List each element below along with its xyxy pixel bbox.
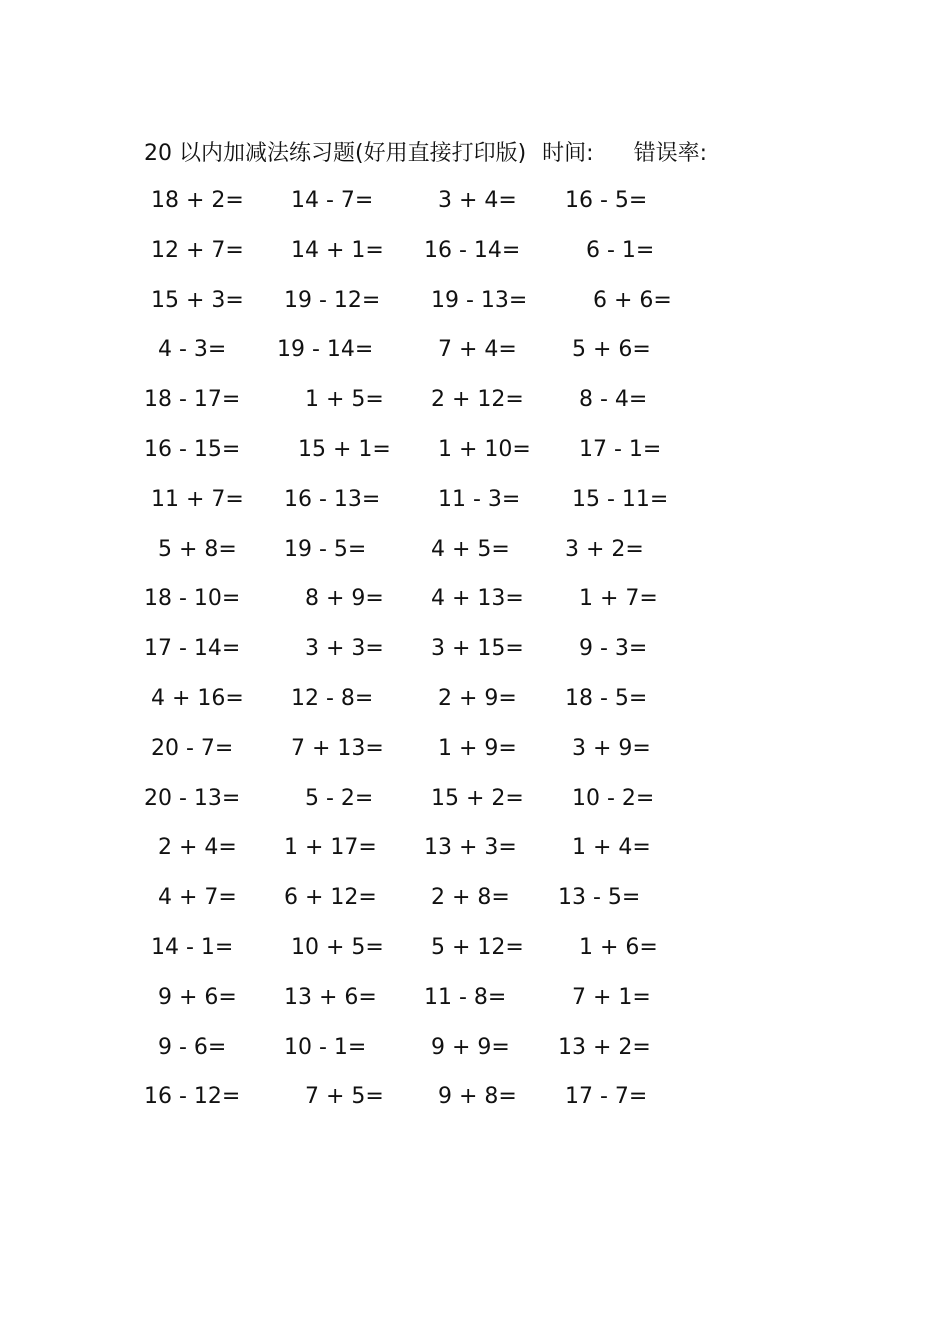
problem: 10 - 1= xyxy=(284,1034,367,1060)
page-title: 20 以内加减法练习题(好用直接打印版) xyxy=(144,140,527,166)
problem: 13 - 5= xyxy=(558,885,641,911)
problem: 7 + 4= xyxy=(438,337,517,363)
problem: 4 + 5= xyxy=(431,536,510,562)
problem: 17 - 7= xyxy=(565,1084,648,1110)
problem: 10 + 5= xyxy=(291,935,384,960)
problem: 15 + 2= xyxy=(431,785,524,811)
problem-row xyxy=(0,629,950,669)
problem: 6 - 1= xyxy=(586,237,655,263)
problem: 3 + 4= xyxy=(438,188,517,213)
problem: 1 + 17= xyxy=(284,835,377,861)
problem-row xyxy=(0,679,950,719)
problem: 11 + 7= xyxy=(151,486,244,512)
problem-row xyxy=(0,430,950,470)
problem: 8 + 9= xyxy=(305,586,384,612)
problem: 7 + 13= xyxy=(291,735,384,761)
problem-row xyxy=(0,729,950,769)
problem: 2 + 4= xyxy=(158,835,237,861)
problem: 2 + 9= xyxy=(438,686,517,711)
problem: 18 - 5= xyxy=(565,686,648,711)
problem-row xyxy=(0,480,950,520)
problem: 19 - 12= xyxy=(284,287,381,313)
problem-row xyxy=(0,530,950,570)
problem: 6 + 12= xyxy=(284,885,377,911)
problem: 9 - 6= xyxy=(158,1034,227,1060)
problem: 19 - 5= xyxy=(284,536,367,562)
problem: 15 + 1= xyxy=(298,437,391,462)
problem-row xyxy=(0,928,950,968)
problem: 4 + 13= xyxy=(431,586,524,612)
problem: 20 - 13= xyxy=(144,785,241,811)
problem: 12 - 8= xyxy=(291,686,374,711)
problem: 15 - 11= xyxy=(572,486,669,512)
problem: 9 + 9= xyxy=(431,1034,510,1060)
problem-row xyxy=(0,779,950,819)
problem: 1 + 5= xyxy=(305,387,384,413)
problem: 4 - 3= xyxy=(158,337,227,363)
problem-row xyxy=(0,1028,950,1068)
problem: 5 + 8= xyxy=(158,536,237,562)
problem: 4 + 7= xyxy=(158,885,237,911)
problem: 17 - 1= xyxy=(579,437,662,462)
problem: 3 + 9= xyxy=(572,735,651,761)
time-label: 时间: xyxy=(542,140,594,166)
problem-row xyxy=(0,978,950,1018)
problem-row xyxy=(0,828,950,868)
problem: 6 + 6= xyxy=(593,287,672,313)
problem-row xyxy=(0,181,950,221)
problem: 19 - 13= xyxy=(431,287,528,313)
problem: 15 + 3= xyxy=(151,287,244,313)
problem: 1 + 6= xyxy=(579,935,658,960)
problem: 5 + 12= xyxy=(431,935,524,960)
problem: 2 + 8= xyxy=(431,885,510,911)
problem: 12 + 7= xyxy=(151,237,244,263)
problem: 9 - 3= xyxy=(579,636,648,662)
problem: 7 + 5= xyxy=(305,1084,384,1110)
problem: 4 + 16= xyxy=(151,686,244,711)
problem: 11 - 8= xyxy=(424,984,507,1010)
problem: 14 + 1= xyxy=(291,237,384,263)
problem: 16 - 14= xyxy=(424,237,521,263)
problem: 9 + 6= xyxy=(158,984,237,1010)
problem: 3 + 15= xyxy=(431,636,524,662)
problem: 10 - 2= xyxy=(572,785,655,811)
problem: 13 + 6= xyxy=(284,984,377,1010)
problem: 14 - 1= xyxy=(151,935,234,960)
problem: 1 + 4= xyxy=(572,835,651,861)
problem: 9 + 8= xyxy=(438,1084,517,1110)
problem: 8 - 4= xyxy=(579,387,648,413)
problem: 19 - 14= xyxy=(277,337,374,363)
problem: 1 + 10= xyxy=(438,437,531,462)
problem: 11 - 3= xyxy=(438,486,521,512)
problem: 16 - 12= xyxy=(144,1084,241,1110)
problem: 13 + 3= xyxy=(424,835,517,861)
problem-row xyxy=(0,281,950,321)
error-rate-label: 错误率: xyxy=(633,140,707,166)
problem: 17 - 14= xyxy=(144,636,241,662)
problem: 1 + 7= xyxy=(579,586,658,612)
problem: 2 + 12= xyxy=(431,387,524,413)
problem: 16 - 13= xyxy=(284,486,381,512)
header xyxy=(144,134,707,168)
problem: 18 - 10= xyxy=(144,586,241,612)
problem: 3 + 3= xyxy=(305,636,384,662)
problem: 16 - 15= xyxy=(144,437,241,462)
problem: 16 - 5= xyxy=(565,188,648,213)
problem: 7 + 1= xyxy=(572,984,651,1010)
problem-row xyxy=(0,579,950,619)
problem: 13 + 2= xyxy=(558,1034,651,1060)
problem: 14 - 7= xyxy=(291,188,374,213)
problem-row xyxy=(0,330,950,370)
problem: 5 + 6= xyxy=(572,337,651,363)
problem-row xyxy=(0,1077,950,1117)
problem: 3 + 2= xyxy=(565,536,644,562)
problem: 20 - 7= xyxy=(151,735,234,761)
problem-row xyxy=(0,231,950,271)
problem: 1 + 9= xyxy=(438,735,517,761)
problem-row xyxy=(0,878,950,918)
problem-row xyxy=(0,380,950,420)
problem: 18 - 17= xyxy=(144,387,241,413)
problem: 5 - 2= xyxy=(305,785,374,811)
problem: 18 + 2= xyxy=(151,188,244,213)
